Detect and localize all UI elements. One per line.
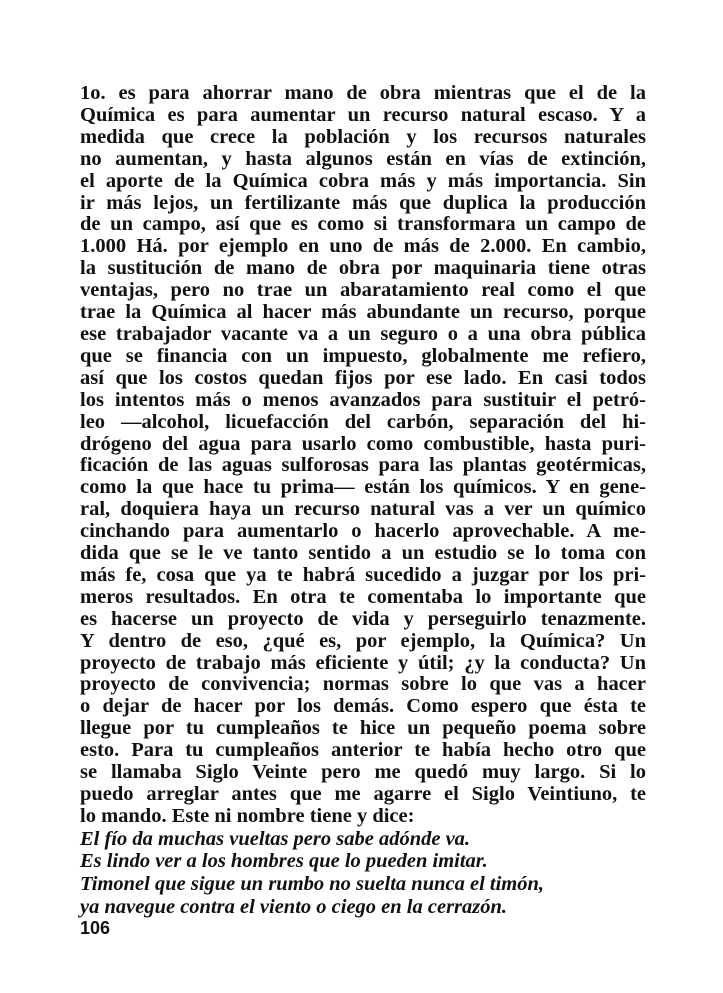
body-line: ral, doquiera haya un recurso natural vas a ver un químico [80,498,646,521]
body-line: 1o. es para ahorrar mano de obra mientras que el de la [80,82,646,104]
body-line: drógeno del agua para usarlo como combustible, hasta puri- [80,432,646,455]
poem-line: ya navegue contra el viento o ciego en la cerrazón. [80,895,508,918]
body-line: que se financia con un impuesto, globalmente me refiero, [80,344,646,367]
body-line: el aporte de la Química cobra más y más importancia. Sin [80,169,646,192]
body-text [80,83,646,828]
page-number: 106 [80,918,111,938]
body-line: se llamaba Siglo Veinte pero me quedó muy largo. Si lo [80,761,646,784]
poem-line: Timonel que sigue un rumbo no suelta nunca el timón, [80,873,545,895]
body-line: es hacerse un proyecto de vida y perseguirlo tenazmente. [80,607,646,630]
body-line: cinchando para aumentarlo o hacerlo aprovechable. A me- [80,520,646,543]
body-line: como la que hace tu prima— están los químicos. Y en gene- [80,476,646,499]
body-line: no aumentan, y hasta algunos están en vías de extinción, [80,147,646,170]
page-content [80,83,646,918]
body-line: medida que crece la población y los recursos naturales [80,125,646,148]
body-line: 1.000 Há. por ejemplo en uno de más de 2.000. En cambio, [80,235,646,258]
body-line: dida que se le ve tanto sentido a un estudio se lo toma con [80,542,646,565]
body-line: así que los costos quedan fijos por ese lado. En casi todos [80,366,646,389]
body-line: ficación de las aguas sulforosas para las plantas geotérmicas, [80,454,646,477]
body-line: ir más lejos, un fertilizante más que duplica la producción [80,191,646,214]
body-line: Y dentro de eso, ¿qué es, por ejemplo, la Química? Un [80,629,646,652]
body-line: proyecto de convivencia; normas sobre lo que vas a hacer [80,673,646,696]
body-line: meros resultados. En otra te comentaba lo importante que [80,585,646,608]
poem-line: El fío da muchas vueltas pero sabe adónde va. [80,827,471,850]
body-line: trae la Química al hacer más abundante un recurso, porque [80,301,646,324]
body-line: leo —alcohol, licuefacción del carbón, separación del hi- [80,410,646,433]
body-line: ventajas, pero no trae un abaratamiento real como el que [80,279,646,302]
body-line: ese trabajador vacante va a un seguro o a una obra pública [80,322,646,345]
poem-line: Es lindo ver a los hombres que lo pueden imitar. [80,850,488,873]
body-line: Química es para aumentar un recurso natural escaso. Y a [80,103,646,126]
body-line: llegue por tu cumpleaños te hice un pequeño poema sobre [80,717,646,740]
body-line: esto. Para tu cumpleaños anterior te había hecho otro que [80,739,646,762]
body-line: la sustitución de mano de obra por maquinaria tiene otras [80,257,646,280]
body-line: más fe, cosa que ya te habrá sucedido a juzgar por los pri- [80,563,646,586]
body-line: de un campo, así que es como si transformara un campo de [80,213,646,236]
body-line: lo mando. Este ni nombre tiene y dice: [80,804,415,827]
body-line: puedo arreglar antes que me agarre el Siglo Veintiuno, te [80,783,646,805]
body-line: o dejar de hacer por los demás. Como espero que ésta te [80,695,646,718]
body-line: los intentos más o menos avanzados para sustituir el petró- [80,388,646,411]
body-line: proyecto de trabajo más eficiente y útil; ¿y la conducta? Un [80,651,646,674]
poem [80,828,646,918]
